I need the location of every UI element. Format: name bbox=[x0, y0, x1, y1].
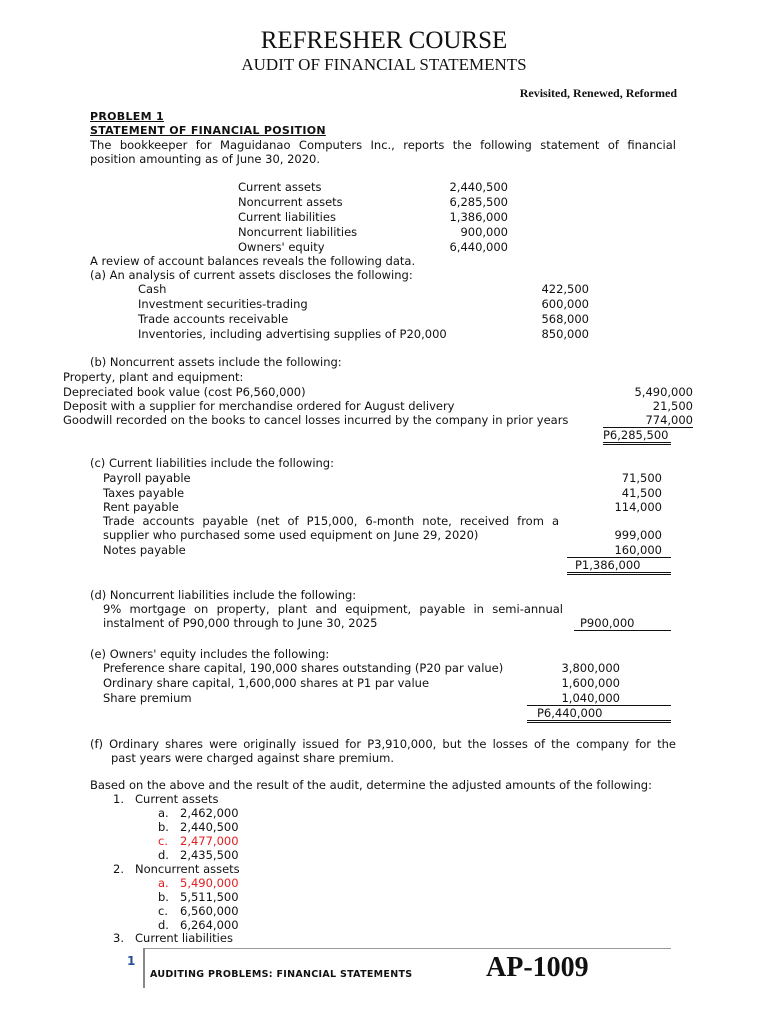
intro-line-2: position amounting as of June 30, 2020. bbox=[90, 152, 321, 166]
list-item: Trade accounts receivable bbox=[138, 312, 289, 326]
summary-value: 6,285,500 bbox=[449, 195, 508, 209]
option-value-answer: 5,490,000 bbox=[180, 876, 239, 890]
summary-value: 900,000 bbox=[460, 225, 508, 239]
list-item-value: 160,000 bbox=[614, 543, 662, 557]
summary-value: 2,440,500 bbox=[449, 180, 508, 194]
question-number: 3. bbox=[113, 931, 124, 945]
question-number: 2. bbox=[113, 862, 124, 876]
section-d-line-2: instalment of P90,000 through to June 30, 2025 bbox=[103, 616, 378, 630]
list-item: Deposit with a supplier for merchandise ordered for August delivery bbox=[63, 399, 455, 413]
section-e-heading: (e) Owners' equity includes the following: bbox=[90, 647, 330, 661]
page-subtitle: AUDIT OF FINANCIAL STATEMENTS bbox=[241, 55, 527, 74]
list-item-value: 114,000 bbox=[614, 500, 662, 514]
option-letter: a. bbox=[158, 806, 169, 820]
list-item-value: 422,500 bbox=[541, 282, 589, 296]
review-line: A review of account balances reveals the following data. bbox=[90, 254, 416, 268]
list-item: Depreciated book value (cost P6,560,000) bbox=[63, 385, 306, 399]
summary-label: Current assets bbox=[238, 180, 322, 194]
list-item-value: 41,500 bbox=[621, 486, 662, 500]
list-item: Share premium bbox=[103, 691, 192, 705]
footer-divider bbox=[143, 948, 145, 988]
tagline: Revisited, Renewed, Reformed bbox=[519, 86, 677, 100]
list-item-value: 21,500 bbox=[652, 399, 693, 413]
section-b-total: P6,285,500 bbox=[603, 428, 671, 445]
question-number: 1. bbox=[113, 792, 124, 806]
list-item-value: 999,000 bbox=[614, 528, 662, 542]
section-b-heading: (b) Noncurrent assets include the following: bbox=[90, 355, 342, 369]
list-item: Taxes payable bbox=[103, 486, 185, 500]
list-item-value: 3,800,000 bbox=[561, 661, 620, 675]
option-letter-answer: c. bbox=[158, 834, 168, 848]
option-letter: d. bbox=[158, 918, 169, 932]
list-item-value: 1,040,000 bbox=[561, 691, 620, 705]
intro-line-1: The bookkeeper for Maguidanao Computers Inc., reports the following statement of financial bbox=[90, 138, 676, 152]
question-label: Current assets bbox=[135, 792, 219, 806]
list-item-value: 600,000 bbox=[541, 297, 589, 311]
summary-label: Noncurrent liabilities bbox=[238, 225, 358, 239]
list-item: Ordinary share capital, 1,600,000 shares at P1 par value bbox=[103, 676, 430, 690]
page-title: REFRESHER COURSE bbox=[260, 27, 508, 54]
list-item: Rent payable bbox=[103, 500, 179, 514]
list-item: Goodwill recorded on the books to cancel losses incurred by the company in prior years bbox=[63, 413, 569, 427]
footer-course-label: AUDITING PROBLEMS: FINANCIAL STATEMENTS bbox=[150, 969, 413, 980]
questions-instruction: Based on the above and the result of the audit, determine the adjusted amounts of the following: bbox=[90, 778, 652, 792]
option-value: 2,435,500 bbox=[180, 848, 239, 862]
option-letter: c. bbox=[158, 904, 168, 918]
list-item: supplier who purchased some used equipment on June 29, 2020) bbox=[103, 528, 479, 542]
option-letter: b. bbox=[158, 890, 169, 904]
summary-label: Current liabilities bbox=[238, 210, 336, 224]
footer-rule bbox=[143, 948, 671, 949]
summary-label: Noncurrent assets bbox=[238, 195, 343, 209]
summary-label: Owners' equity bbox=[238, 240, 325, 254]
section-c-heading: (c) Current liabilities include the following: bbox=[90, 456, 334, 470]
page-number: 1 bbox=[127, 954, 136, 968]
question-label: Current liabilities bbox=[135, 931, 233, 945]
section-c-total: P1,386,000 bbox=[567, 557, 671, 575]
section-e-total: P6,440,000 bbox=[527, 705, 671, 723]
list-item-value: 1,600,000 bbox=[561, 676, 620, 690]
list-item: Notes payable bbox=[103, 543, 186, 557]
section-f-line-2: past years were charged against share premium. bbox=[111, 751, 394, 765]
list-item-value: 71,500 bbox=[621, 471, 662, 485]
summary-value: 1,386,000 bbox=[449, 210, 508, 224]
section-a-heading: (a) An analysis of current assets discloses the following: bbox=[90, 268, 413, 282]
list-item-value: 568,000 bbox=[541, 312, 589, 326]
option-value-answer: 2,477,000 bbox=[180, 834, 239, 848]
list-item-value: 774,000 bbox=[603, 413, 693, 428]
problem-label: PROBLEM 1 bbox=[90, 110, 164, 123]
problem-heading: STATEMENT OF FINANCIAL POSITION bbox=[90, 124, 326, 137]
section-d-value: P900,000 bbox=[574, 616, 671, 631]
list-item: Inventories, including advertising supplies of P20,000 bbox=[138, 327, 447, 341]
list-item: Cash bbox=[138, 282, 167, 296]
section-b-subheading: Property, plant and equipment: bbox=[63, 370, 244, 384]
section-d-line-1: 9% mortgage on property, plant and equipment, payable in semi-annual bbox=[103, 602, 563, 616]
section-d-heading: (d) Noncurrent liabilities include the following: bbox=[90, 588, 357, 602]
question-label: Noncurrent assets bbox=[135, 862, 240, 876]
list-item: Investment securities-trading bbox=[138, 297, 308, 311]
option-letter: d. bbox=[158, 848, 169, 862]
option-letter: b. bbox=[158, 820, 169, 834]
list-item-value: 850,000 bbox=[541, 327, 589, 341]
list-item: Preference share capital, 190,000 shares outstanding (P20 par value) bbox=[103, 661, 504, 675]
footer-code: AP-1009 bbox=[486, 952, 589, 983]
list-item-value: 5,490,000 bbox=[634, 385, 693, 399]
option-letter-answer: a. bbox=[158, 876, 169, 890]
option-value: 2,440,500 bbox=[180, 820, 239, 834]
list-item: Payroll payable bbox=[103, 471, 191, 485]
option-value: 6,264,000 bbox=[180, 918, 239, 932]
option-value: 2,462,000 bbox=[180, 806, 239, 820]
list-item: Trade accounts payable (net of P15,000, 6-month note, received from a bbox=[103, 514, 559, 528]
section-f-line-1: (f) Ordinary shares were originally issued for P3,910,000, but the losses of the company for the bbox=[90, 737, 676, 751]
option-value: 5,511,500 bbox=[180, 890, 239, 904]
option-value: 6,560,000 bbox=[180, 904, 239, 918]
summary-value: 6,440,000 bbox=[449, 240, 508, 254]
